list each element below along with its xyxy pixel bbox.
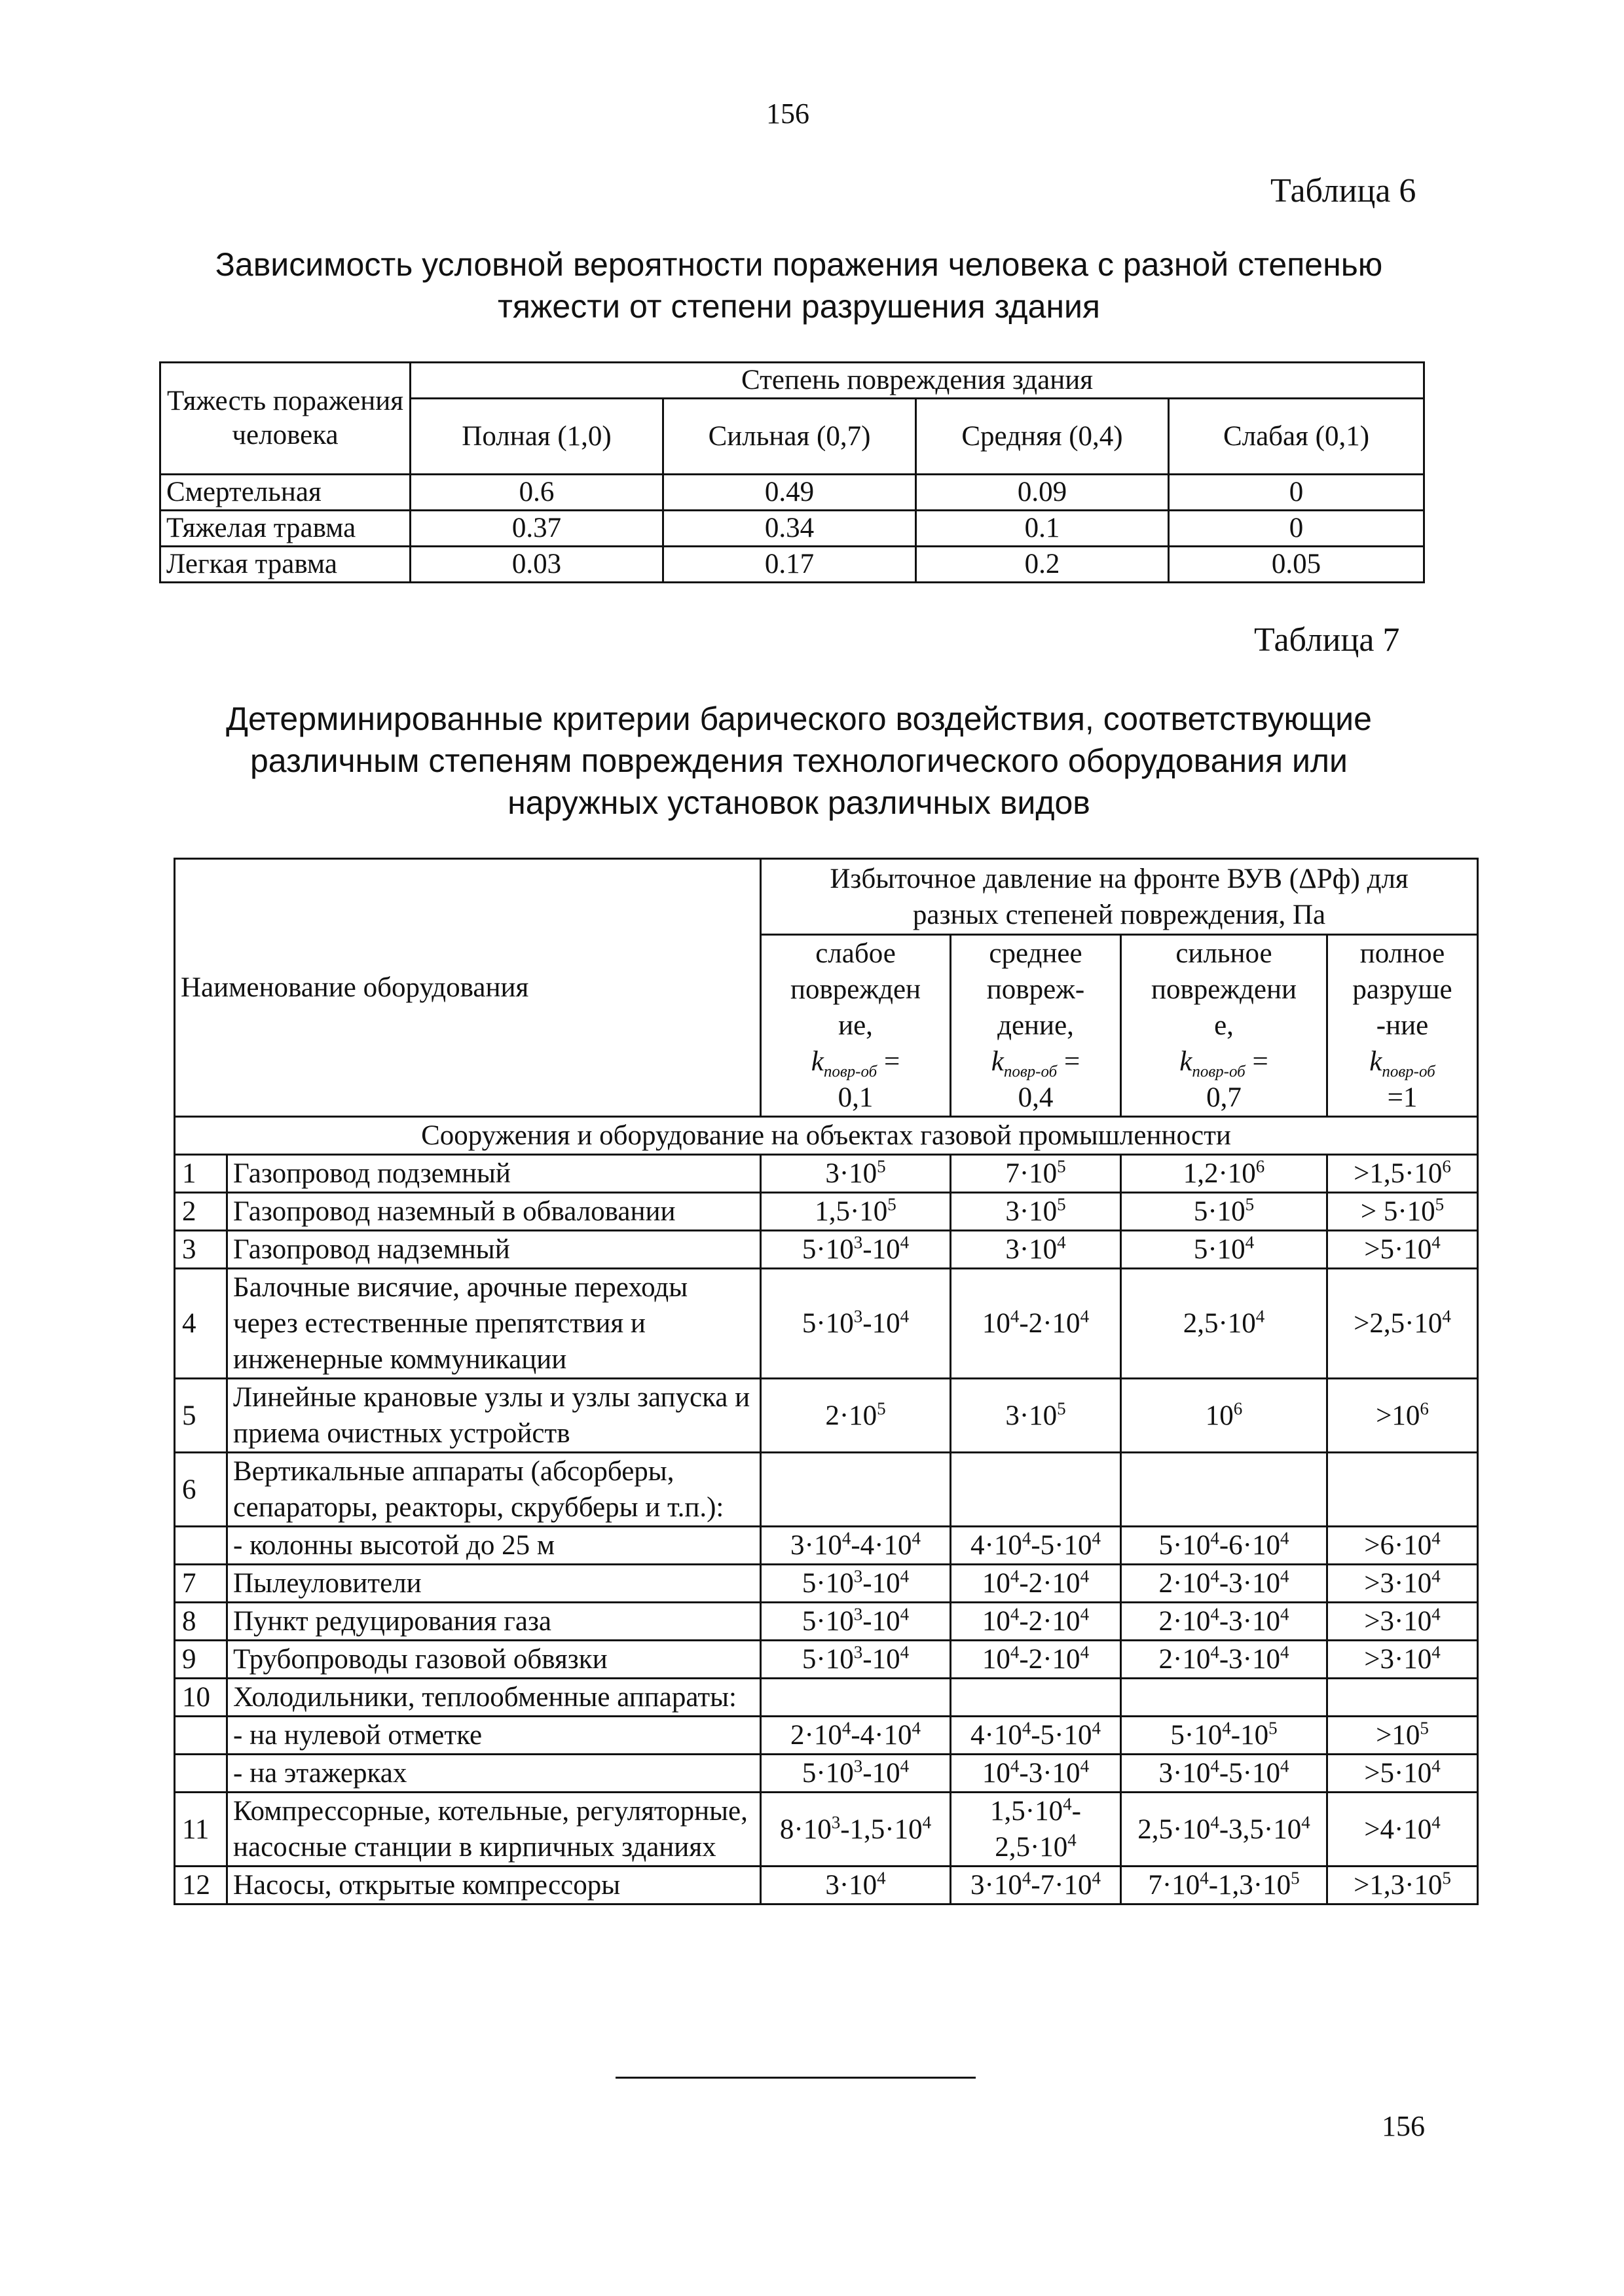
- table6-cell: 0.34: [663, 511, 916, 547]
- row-full: [1327, 1679, 1478, 1717]
- col-line: ие,: [838, 1010, 873, 1041]
- row-weak: $2\cdot 10^4-4\cdot 10^4$: [761, 1717, 951, 1755]
- row-weak: [761, 1679, 951, 1717]
- table6-title: [190, 244, 1408, 327]
- table6-row: [160, 547, 1424, 583]
- row-medium: $7\cdot 10^5$: [951, 1155, 1121, 1193]
- k-symbol: k: [1369, 1046, 1382, 1077]
- row-weak: $2\cdot 10^5$: [761, 1379, 951, 1453]
- row-name: Газопровод подземный: [227, 1155, 761, 1193]
- row-name: Трубопроводы газовой обвязки: [227, 1641, 761, 1679]
- row-number: 12: [175, 1867, 227, 1904]
- row-medium: [951, 1453, 1121, 1527]
- row-full: > $5\cdot 10^5$: [1327, 1193, 1478, 1231]
- table6-cell: 0.6: [411, 475, 663, 511]
- row-name: Газопровод надземный: [227, 1231, 761, 1269]
- row-strong: $2,5\cdot 10^4$: [1121, 1269, 1327, 1379]
- table7-header-pressure-line1: Избыточное давление на фронте ВУВ (ΔPф) для: [830, 863, 1409, 894]
- table6-cell: 0.1: [916, 511, 1169, 547]
- row-number: 4: [175, 1269, 227, 1379]
- table7-header-name: Наименование оборудования: [175, 859, 761, 1117]
- table7-col-weak: [761, 935, 951, 1117]
- row-number: 7: [175, 1565, 227, 1603]
- row-medium: $3\cdot 10^4-7\cdot 10^4$: [951, 1867, 1121, 1904]
- row-name: Насосы, открытые компрессоры: [227, 1867, 761, 1904]
- k-sub: повр-об: [1003, 1063, 1058, 1081]
- table-row: [175, 1867, 1478, 1904]
- row-number: [175, 1527, 227, 1565]
- row-medium: $3\cdot 10^5$: [951, 1193, 1121, 1231]
- table6-cell: 0.05: [1169, 547, 1424, 583]
- row-weak: [761, 1453, 951, 1527]
- row-strong: $5\cdot 10^5$: [1121, 1193, 1327, 1231]
- col-line: е,: [1214, 1010, 1234, 1041]
- table-row: [175, 1755, 1478, 1793]
- table6-cell: 0.09: [916, 475, 1169, 511]
- row-strong: $3\cdot 10^4-5\cdot 10^4$: [1121, 1755, 1327, 1793]
- row-medium: $10^4-2\cdot 10^4$: [951, 1565, 1121, 1603]
- k-coef: [1333, 1044, 1471, 1080]
- row-medium: $3\cdot 10^4$: [951, 1231, 1121, 1269]
- row-number: 1: [175, 1155, 227, 1193]
- col-line: разруше: [1352, 974, 1452, 1005]
- table6-col-weak: Слабая (0,1): [1169, 399, 1424, 475]
- row-strong: [1121, 1453, 1327, 1527]
- k-symbol: k: [1179, 1046, 1192, 1077]
- row-medium: $4\cdot 10^4-5\cdot 10^4$: [951, 1717, 1121, 1755]
- table7-title-line2: различным степеням повреждения технологического оборудования или: [249, 742, 1348, 779]
- table7-title-line3: наружных установок различных видов: [507, 784, 1090, 821]
- col-line: дение,: [997, 1010, 1074, 1041]
- row-full: $>3\cdot 10^4$: [1327, 1603, 1478, 1641]
- table6-cell: 0.49: [663, 475, 916, 511]
- row-full: $>1,5\cdot 10^6$: [1327, 1155, 1478, 1193]
- table6-row: [160, 511, 1424, 547]
- k-coef: [957, 1044, 1115, 1080]
- k-coef: [767, 1044, 944, 1080]
- row-strong: $2\cdot 10^4-3\cdot 10^4$: [1121, 1641, 1327, 1679]
- row-full: $>2,5\cdot 10^4$: [1327, 1269, 1478, 1379]
- page-number-top: 156: [766, 98, 809, 130]
- row-number: 9: [175, 1641, 227, 1679]
- table-row: [175, 1641, 1478, 1679]
- row-strong: $2\cdot 10^4-3\cdot 10^4$: [1121, 1565, 1327, 1603]
- row-number: 3: [175, 1231, 227, 1269]
- table6-cell: 0: [1169, 475, 1424, 511]
- table6-row-name: Тяжелая травма: [160, 511, 411, 547]
- k-eq: =: [1252, 1046, 1268, 1077]
- row-name: - на этажерках: [227, 1755, 761, 1793]
- table-row: [175, 1269, 1478, 1379]
- table7-col-medium: [951, 935, 1121, 1117]
- table7-col-full: [1327, 935, 1478, 1117]
- row-number: [175, 1755, 227, 1793]
- table6-cell: 0.03: [411, 547, 663, 583]
- row-medium: $1,5\cdot 10^4-$ $2,5\cdot 10^4$: [951, 1793, 1121, 1867]
- table6-header-damage-degree: Степень повреждения здания: [411, 363, 1424, 399]
- row-weak: $5\cdot 10^3-10^4$: [761, 1755, 951, 1793]
- k-value: 0,7: [1206, 1082, 1242, 1113]
- k-sub: повр-об: [1192, 1063, 1246, 1081]
- row-weak: $5\cdot 10^3-10^4$: [761, 1269, 951, 1379]
- row-strong: $5\cdot 10^4$: [1121, 1231, 1327, 1269]
- row-name: Вертикальные аппараты (абсорберы, сепараторы, реакторы, скрубберы и т.п.):: [227, 1453, 761, 1527]
- k-symbol: k: [991, 1046, 1004, 1077]
- row-number: 10: [175, 1679, 227, 1717]
- row-full: $>10^5$: [1327, 1717, 1478, 1755]
- row-weak: $5\cdot 10^3-10^4$: [761, 1641, 951, 1679]
- row-number: 6: [175, 1453, 227, 1527]
- row-medium: $10^4-3\cdot 10^4$: [951, 1755, 1121, 1793]
- row-full: [1327, 1453, 1478, 1527]
- k-eq: =: [884, 1046, 900, 1077]
- table7-header-pressure: [761, 859, 1478, 935]
- row-strong: $1,2\cdot 10^6$: [1121, 1155, 1327, 1193]
- row-name: Холодильники, теплообменные аппараты:: [227, 1679, 761, 1717]
- row-strong: $7\cdot 10^4-1,3\cdot 10^5$: [1121, 1867, 1327, 1904]
- table7-title: [190, 698, 1408, 824]
- table7-header-pressure-line2: разных степеней повреждения, Па: [912, 899, 1326, 930]
- table-row: [175, 1793, 1478, 1867]
- page-number-bottom: 156: [1382, 2110, 1425, 2142]
- table7-col-strong: [1121, 935, 1327, 1117]
- row-weak: $3\cdot 10^5$: [761, 1155, 951, 1193]
- row-name: - колонны высотой до 25 м: [227, 1527, 761, 1565]
- row-medium: [951, 1679, 1121, 1717]
- table6: [159, 361, 1425, 583]
- k-value: =1: [1387, 1082, 1418, 1113]
- table-row: [175, 1193, 1478, 1231]
- row-weak: $3\cdot 10^4$: [761, 1867, 951, 1904]
- row-strong: $5\cdot 10^4-6\cdot 10^4$: [1121, 1527, 1327, 1565]
- row-number: 8: [175, 1603, 227, 1641]
- table6-col-full: Полная (1,0): [411, 399, 663, 475]
- row-full: $>5\cdot 10^4$: [1327, 1755, 1478, 1793]
- row-name: Балочные висячие, арочные переходы через естественные препятствия и инженерные коммуникации: [227, 1269, 761, 1379]
- row-weak: $8\cdot 10^3-1,5\cdot 10^4$: [761, 1793, 951, 1867]
- col-line: полное: [1359, 938, 1445, 969]
- row-strong: $2\cdot 10^4-3\cdot 10^4$: [1121, 1603, 1327, 1641]
- col-line: среднее: [989, 938, 1082, 969]
- row-number: 5: [175, 1379, 227, 1453]
- row-number: 2: [175, 1193, 227, 1231]
- row-name: Компрессорные, котельные, регуляторные, насосные станции в кирпичных зданиях: [227, 1793, 761, 1867]
- k-symbol: k: [811, 1046, 824, 1077]
- row-number: 11: [175, 1793, 227, 1867]
- k-eq: =: [1064, 1046, 1080, 1077]
- col-line: -ние: [1376, 1010, 1429, 1041]
- k-sub: повр-об: [823, 1063, 877, 1081]
- row-medium: $10^4-2\cdot 10^4$: [951, 1603, 1121, 1641]
- footnote-divider: [616, 2077, 976, 2079]
- row-name: Пылеуловители: [227, 1565, 761, 1603]
- row-medium: $10^4-2\cdot 10^4$: [951, 1641, 1121, 1679]
- row-strong: $10^6$: [1121, 1379, 1327, 1453]
- row-full: $>10^6$: [1327, 1379, 1478, 1453]
- col-line: слабое: [815, 938, 896, 969]
- table7-section-title: Сооружения и оборудование на объектах газовой промышленности: [175, 1117, 1478, 1155]
- row-strong: [1121, 1679, 1327, 1717]
- row-weak: $5\cdot 10^3-10^4$: [761, 1231, 951, 1269]
- table-row: [175, 1565, 1478, 1603]
- row-name: Газопровод наземный в обваловании: [227, 1193, 761, 1231]
- row-weak: $5\cdot 10^3-10^4$: [761, 1565, 951, 1603]
- table-row: [175, 1717, 1478, 1755]
- table6-col-medium: Средняя (0,4): [916, 399, 1169, 475]
- table-row: [175, 1231, 1478, 1269]
- table6-title-line2: тяжести от степени разрушения здания: [498, 288, 1100, 325]
- row-full: $>3\cdot 10^4$: [1327, 1641, 1478, 1679]
- row-strong: $5\cdot 10^4-10^5$: [1121, 1717, 1327, 1755]
- row-medium: $4\cdot 10^4-5\cdot 10^4$: [951, 1527, 1121, 1565]
- table6-header-severity: Тяжесть поражения человека: [160, 363, 411, 475]
- table-row: [175, 1453, 1478, 1527]
- table-row: [175, 1527, 1478, 1565]
- row-medium: $10^4-2\cdot 10^4$: [951, 1269, 1121, 1379]
- table7: [174, 858, 1479, 1905]
- row-full: $>5\cdot 10^4$: [1327, 1231, 1478, 1269]
- table-row: [175, 1155, 1478, 1193]
- row-full: $>6\cdot 10^4$: [1327, 1527, 1478, 1565]
- k-value: 0,1: [838, 1082, 874, 1113]
- table6-cell: 0: [1169, 511, 1424, 547]
- row-weak: $5\cdot 10^3-10^4$: [761, 1603, 951, 1641]
- table6-col-strong: Сильная (0,7): [663, 399, 916, 475]
- table6-row-name: Легкая травма: [160, 547, 411, 583]
- k-sub: повр-об: [1382, 1063, 1435, 1081]
- table6-cell: 0.17: [663, 547, 916, 583]
- row-medium: $3\cdot 10^5$: [951, 1379, 1121, 1453]
- row-full: $>1,3\cdot 10^5$: [1327, 1867, 1478, 1904]
- table-row: [175, 1603, 1478, 1641]
- table6-row-name: Смертельная: [160, 475, 411, 511]
- table-row: [175, 1679, 1478, 1717]
- table-row: [175, 1379, 1478, 1453]
- row-weak: $1,5\cdot 10^5$: [761, 1193, 951, 1231]
- table6-row: [160, 475, 1424, 511]
- row-name: Пункт редуцирования газа: [227, 1603, 761, 1641]
- table6-title-line1: Зависимость условной вероятности поражения человека с разной степенью: [215, 246, 1383, 283]
- row-name: - на нулевой отметке: [227, 1717, 761, 1755]
- row-full: $>4\cdot 10^4$: [1327, 1793, 1478, 1867]
- row-name: Линейные крановые узлы и узлы запуска и приема очистных устройств: [227, 1379, 761, 1453]
- row-number: [175, 1717, 227, 1755]
- col-line: повреж-: [986, 974, 1085, 1005]
- row-strong: $2,5\cdot 10^4-3,5\cdot 10^4$: [1121, 1793, 1327, 1867]
- table6-cell: 0.37: [411, 511, 663, 547]
- table6-label: Таблица 6: [1270, 172, 1416, 210]
- col-line: сильное: [1175, 938, 1272, 969]
- k-value: 0,4: [1018, 1082, 1054, 1113]
- table7-title-line1: Детерминированные критерии барического воздействия, соответствующие: [226, 701, 1372, 737]
- col-line: поврежден: [790, 974, 921, 1005]
- table7-label: Таблица 7: [1254, 621, 1400, 659]
- k-coef: [1127, 1044, 1321, 1080]
- row-full: $>3\cdot 10^4$: [1327, 1565, 1478, 1603]
- col-line: повреждени: [1151, 974, 1297, 1005]
- table6-cell: 0.2: [916, 547, 1169, 583]
- row-weak: $3\cdot 10^4-4\cdot 10^4$: [761, 1527, 951, 1565]
